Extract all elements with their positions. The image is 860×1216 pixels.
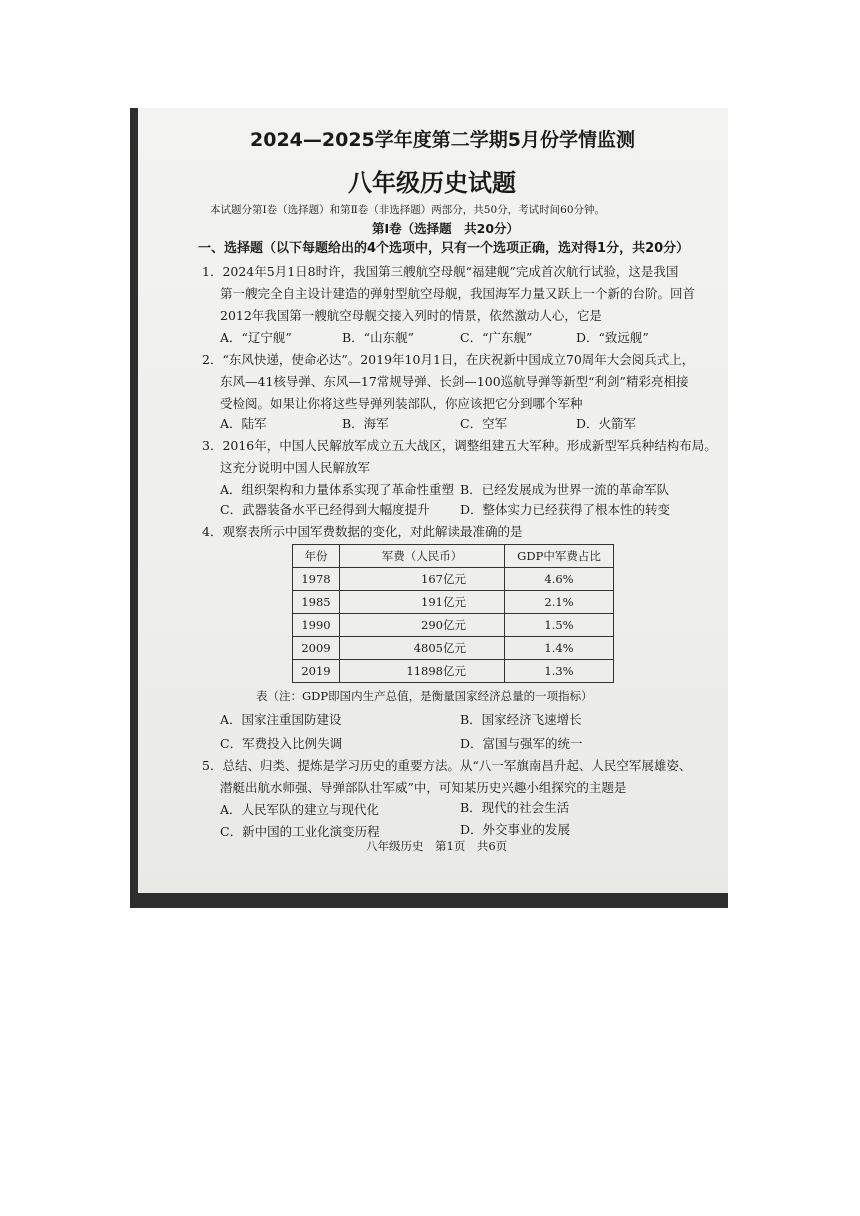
table-cell-spending: 167亿元	[340, 568, 505, 591]
table-cell-year: 1990	[293, 614, 340, 637]
exam-title: 2024—2025学年度第二学期5月份学情监测	[250, 129, 635, 151]
section-heading: 一、选择题（以下每题给出的4个选项中，只有一个选项正确，选对得1分，共20分）	[198, 241, 690, 256]
q3-option-a: A．组织架构和力量体系实现了革命性重塑	[220, 482, 455, 497]
q4-option-c: C．军费投入比例失调	[220, 736, 343, 751]
q1-option-a: A．“辽宁舰”	[220, 330, 292, 345]
q5-option-d: D．外交事业的发展	[460, 822, 571, 837]
table-cell-spending: 290亿元	[340, 614, 505, 637]
table-cell-gdp-share: 1.3%	[505, 660, 614, 683]
table-cell-year: 2019	[293, 660, 340, 683]
q3-option-b: B．已经发展成为世界一流的革命军队	[460, 482, 670, 497]
q4-option-b: B．国家经济飞速增长	[460, 712, 582, 727]
q2-option-a: A．陆军	[220, 416, 267, 431]
table-cell-spending: 4805亿元	[340, 637, 505, 660]
q4-option-a: A．国家注重国防建设	[220, 712, 342, 727]
table-row	[293, 637, 614, 660]
exam-paper	[138, 108, 728, 893]
table-header-gdp-share: GDP中军费占比	[505, 545, 614, 568]
subject-title: 八年级历史试题	[348, 169, 516, 197]
q3-line1: 3．2016年，中国人民解放军成立五大战区，调整组建五大军种。形成新型军兵种结构布局。	[202, 438, 717, 453]
table-row	[293, 660, 614, 683]
q4-line1: 4．观察表所示中国军费数据的变化，对此解读最准确的是	[202, 524, 523, 539]
part1-heading: 第Ⅰ卷（选择题 共20分）	[372, 221, 520, 236]
q4-option-d: D．富国与强军的统一	[460, 736, 583, 751]
q2-line2: 东风—41核导弹、东风—17常规导弹、长剑—100巡航导弹等新型“利剑”精彩亮相接	[220, 374, 689, 389]
q1-line2: 第一艘完全自主设计建造的弹射型航空母舰，我国海军力量又跃上一个新的台阶。回首	[220, 286, 696, 301]
q1-option-d: D．“致远舰”	[576, 330, 649, 345]
q2-option-b: B．海军	[342, 416, 389, 431]
q2-line1: 2．“东风快递，使命必达”。2019年10月1日，在庆祝新中国成立70周年大会阅兵式上，	[202, 352, 695, 367]
table-cell-spending: 191亿元	[340, 591, 505, 614]
photo-frame	[130, 108, 728, 908]
table-cell-gdp-share: 2.1%	[505, 591, 614, 614]
table-cell-gdp-share: 4.6%	[505, 568, 614, 591]
table-row	[293, 568, 614, 591]
table-row	[293, 591, 614, 614]
q2-option-d: D．火箭军	[576, 416, 637, 431]
table-caption: 表（注：GDP即国内生产总值，是衡量国家经济总量的一项指标）	[256, 689, 593, 703]
q1-line1: 1．2024年5月1日8时许，我国第三艘航空母舰“福建舰”完成首次航行试验，这是我国	[202, 264, 679, 279]
table-cell-gdp-share: 1.5%	[505, 614, 614, 637]
q3-option-d: D．整体实力已经获得了根本性的转变	[460, 502, 671, 517]
table-cell-year: 1978	[293, 568, 340, 591]
q5-line1: 5．总结、归类、提炼是学习历史的重要方法。从“八一军旗南昌升起、人民空军展雄姿、	[202, 758, 692, 773]
exam-note: 本试题分第Ⅰ卷（选择题）和第Ⅱ卷（非选择题）两部分，共50分，考试时间60分钟。	[210, 204, 606, 216]
q5-option-b: B．现代的社会生活	[460, 800, 570, 815]
q5-line2: 潜艇出航水师强、导弹部队壮军威”中，可知某历史兴趣小组探究的主题是	[220, 780, 627, 795]
q1-option-b: B．“山东舰”	[342, 330, 414, 345]
q5-option-c: C．新中国的工业化演变历程	[220, 824, 380, 839]
table-header-row	[293, 545, 614, 568]
table-header-year: 年份	[293, 545, 340, 568]
q5-option-a: A．人民军队的建立与现代化	[220, 802, 380, 817]
q3-line2: 这充分说明中国人民解放军	[220, 460, 371, 475]
military-spending-table	[292, 544, 614, 683]
q1-option-c: C．“广东舰”	[460, 330, 533, 345]
q2-line3: 受检阅。如果让你将这些导弹列装部队，你应该把它分到哪个军种	[220, 396, 583, 411]
table-cell-gdp-share: 1.4%	[505, 637, 614, 660]
q3-option-c: C．武器装备水平已经得到大幅度提升	[220, 502, 430, 517]
table-row	[293, 614, 614, 637]
q1-line3: 2012年我国第一艘航空母舰交接入列时的情景，依然激动人心，它是	[220, 308, 602, 323]
table-cell-spending: 11898亿元	[340, 660, 505, 683]
page-footer: 八年级历史 第1页 共6页	[366, 839, 508, 853]
table-cell-year: 2009	[293, 637, 340, 660]
q2-option-c: C．空军	[460, 416, 508, 431]
table-cell-year: 1985	[293, 591, 340, 614]
table-header-spending: 军费（人民币）	[340, 545, 505, 568]
